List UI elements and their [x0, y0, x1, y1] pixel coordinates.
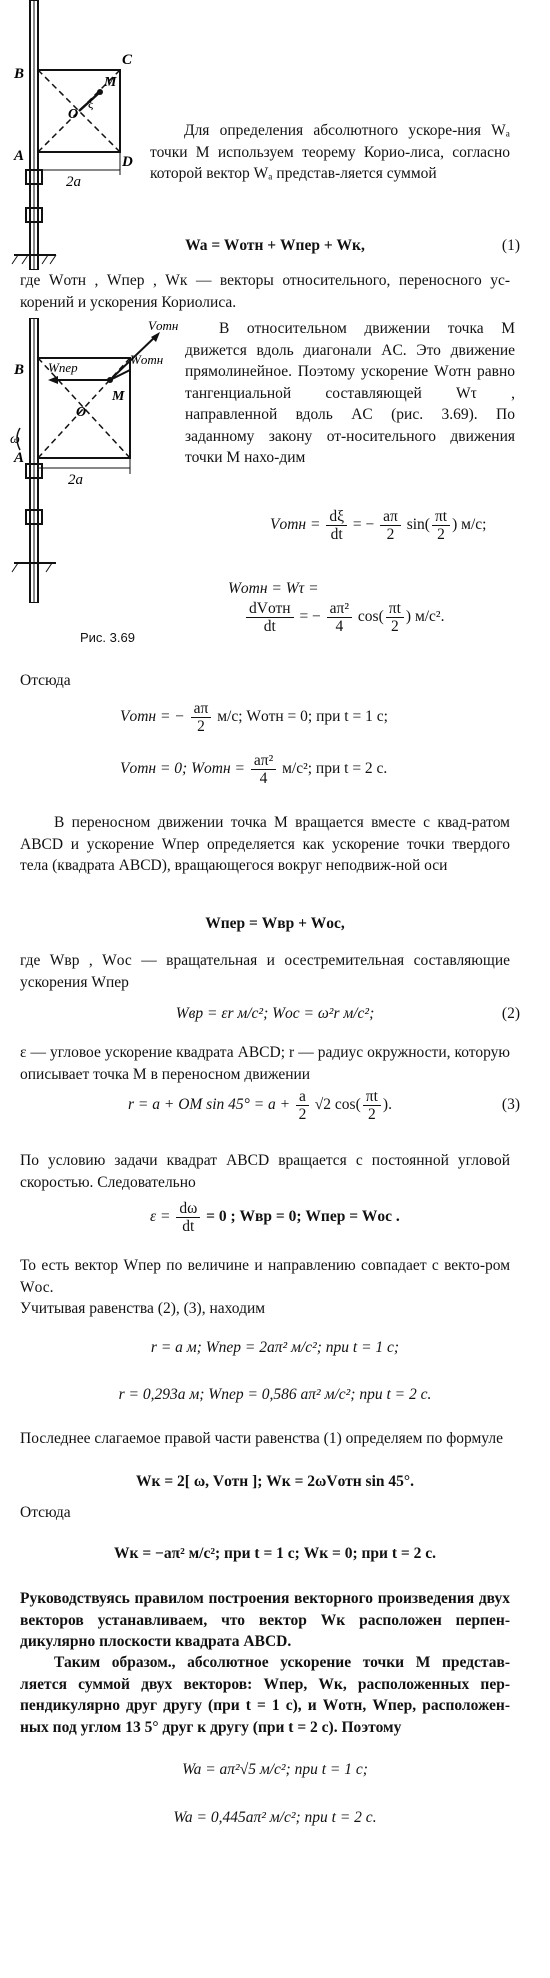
equation-wa-t1: Wa = aπ²√5 м/с²; при t = 1 с; — [182, 1761, 368, 1778]
paragraph-conclusion: Таким образом., абсолютное ускорение точки M представ-ляется суммой двух векторов: Wпер, Wк, расположенных пер-пендикулярно друг другу (при t = 1 с), и Wотн, Wпер, расположен-ных под углом 13 5° друг к другу (при t = 2 с). Поэтому — [20, 1654, 510, 1736]
equation-r-t2: r = 0,293a м; Wпер = 0,586 aπ² м/с²; при t = 2 с. — [118, 1386, 432, 1403]
equation-coriolis-values: Wк = −aπ² м/с²; при t = 1 с; Wк = 0; при t = 2 с. — [114, 1545, 436, 1562]
label-wper: Wпер — [48, 360, 78, 375]
figure-square-rotating-1 — [8, 0, 148, 270]
equation-votn: Vотн = $\frac{d\xi}{dt}$ = − $\frac{a\pi}{2}$ sin( $\frac{\pi t}{2}$ ) м/с; — [270, 508, 487, 543]
equation-wa-t2: Wa = 0,445aπ² м/с²; при t = 2 с. — [173, 1809, 377, 1826]
equation-wper-sum: Wпер = Wвр + Wос, — [205, 915, 345, 932]
label-wotn: Wотн — [130, 352, 164, 367]
equation-3-number: (3) — [501, 1096, 520, 1113]
equation-1: Wa = Wотн + Wпер + Wк, (1) — [185, 237, 520, 254]
equation-wotn-line2: $\frac{\text{dVотн}}{dt}$ = − $\frac{\text{aπ²}}{4}$ cos( $\frac{\pi t}{2}$ ) м/с². — [244, 600, 444, 635]
paragraph-vectors-def: где Wотн , Wпер , Wк — векторы относительного, переносного ус-корений и ускорения Кориолиса. — [20, 272, 510, 311]
equation-result-t1: Vотн = − $\frac{a\pi}{2}$ м/с; Wотн = 0; при t = 1 с; — [120, 700, 388, 735]
equation-result-t2: Vотн = 0; Wотн = $\frac{\text{aπ²}}{4}$ м/с²; при t = 2 с. — [120, 752, 388, 787]
label-2a: 2a — [66, 174, 81, 190]
paragraph-intro: Для определения абсолютного ускоре-ния Wₐ точки M используем теорему Корио-лиса, согласно которой вектор Wₐ представ-ляется суммой — [150, 122, 510, 182]
label-m: M — [104, 75, 117, 90]
text-otsyuda-1: Отсюда — [20, 672, 71, 689]
label-a: A — [14, 450, 25, 466]
label-c: C — [122, 52, 133, 68]
label-o: O — [76, 405, 87, 420]
paragraph-components: где Wвр , Wос — вращательная и осестремительная составляющие ускорения Wпер — [20, 952, 510, 991]
label-votn: Vотн — [148, 318, 179, 333]
equation-3: r = a + OM sin 45° = a + $\frac{a}{2}$ √2 cos( $\frac{\pi t}{2}$ ). — [128, 1088, 392, 1123]
label-m: M — [112, 389, 125, 404]
text-otsyuda-2: Отсюда — [20, 1504, 71, 1521]
label-omega: ω — [10, 432, 20, 447]
label-o: O — [68, 107, 79, 122]
label-b: B — [14, 66, 25, 82]
paragraph-wper-equals: То есть вектор Wпер по величине и направлению совпадает с векто-ром Wос. — [20, 1257, 510, 1296]
label-a: A — [14, 148, 25, 164]
point-m — [97, 89, 103, 95]
paragraph-transport-motion: В переносном движении точка M вращается вместе с квад-ратом ABCD и ускорение Wпер определяется как ускорение точки твердого тела (квадрата ABCD), вращающегося вокруг неподвиж-ной оси — [20, 814, 510, 874]
paragraph-using-equalities: Учитывая равенства (2), (3), находим — [20, 1300, 266, 1317]
equation-2: Wвр = εr м/с²; Wос = ω²r м/с²; (2) — [175, 1005, 520, 1022]
label-d: D — [122, 154, 133, 170]
arrow-wper — [48, 376, 58, 384]
label-b: B — [14, 362, 25, 378]
equation-coriolis: Wк = 2[ ω, Vотн ]; Wк = 2ωVотн sin 45°. — [136, 1473, 414, 1490]
paragraph-last-term: Последнее слагаемое правой части равенства (1) определяем по формуле — [20, 1430, 503, 1447]
label-2a: 2a — [68, 472, 83, 488]
equation-r-t1: r = a м; Wпер = 2aπ² м/с²; при t = 1 с; — [150, 1339, 400, 1356]
paragraph-constant-omega: По условию задачи квадрат ABCD вращается с постоянной угловой скоростью. Следовательно — [20, 1152, 510, 1191]
paragraph-relative-motion: В относительном движении точка M движется вдоль диагонали AC. Это движение прямолинейное. Поэтому ускорение Wотн равно тангенциальной составляющей Wτ , направленной вдоль AC (рис. 3.69). По заданному закону от-носительного движения точки M нахо-дим — [185, 320, 515, 466]
figure-caption: Рис. 3.69 — [80, 630, 135, 645]
equation-wotn-line1: Wотн = Wτ = — [228, 580, 319, 597]
label-xi: ξ — [88, 96, 94, 111]
paragraph-epsilon-r: ε — угловое ускорение квадрата ABCD; r — радиус окружности, которую описывает точка M в переносном движении — [20, 1044, 510, 1083]
equation-epsilon: ε = $\frac{d\omega}{dt}$ = 0 ; Wвр = 0; Wпер = Wос . — [150, 1200, 400, 1235]
figure-3-69 — [8, 318, 183, 603]
paragraph-vector-product: Руководствуясь правилом построения векторного произведения двух векторов устанавливаем, что вектор Wк расположен перпен-дикулярно плоскости квадрата ABCD. — [20, 1590, 510, 1650]
